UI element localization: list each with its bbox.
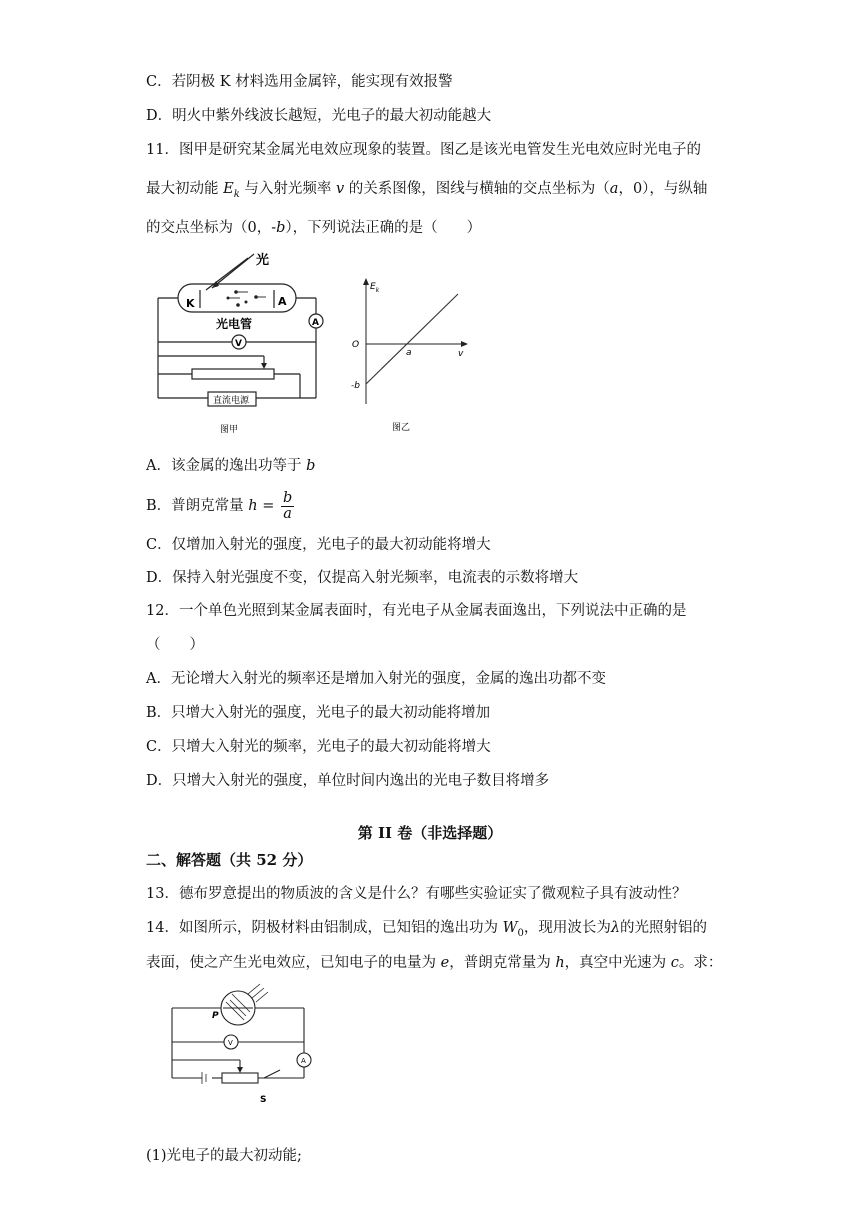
q11-stem-line3: 的交点坐标为（0，-b），下列说法正确的是（ ） <box>146 220 482 236</box>
v-label: V <box>228 1039 233 1047</box>
q12-option-d: D．只增大入射光的强度，单位时间内逸出的光电子数目将增多 <box>146 773 550 789</box>
origin-label: O <box>352 340 360 350</box>
q14-subquestion-1: (1)光电子的最大初动能; <box>146 1148 302 1164</box>
tube-label: 光电管 <box>216 317 253 331</box>
power-label: 直流电源 <box>213 396 250 406</box>
q11-option-b: B．普朗克常量 h = $\frac{b}{a}$ <box>146 489 293 522</box>
q11-stem-line2: 最大初动能 $E_k$ 与入射光频率 v 的关系图像，图线与横轴的交点坐标为（a，0），与纵轴 <box>146 181 708 200</box>
x-axis-label: v <box>458 349 464 359</box>
q11-option-a: A．该金属的逸出功等于 b <box>146 458 316 474</box>
y-intercept-label: -b <box>351 381 360 391</box>
q14-stem-line2: 表面，使之产生光电效应，已知电子的电量为 e，普朗克常量为 h，真空中光速为 c。求： <box>146 955 723 971</box>
q12-option-a: A．无论增大入射光的频率还是增加入射光的强度，金属的逸出功都不变 <box>146 671 606 687</box>
q10-option-c: C．若阴极 K 材料选用金属锌，能实现有效报警 <box>146 74 453 90</box>
figure-yi-caption: 图乙 <box>392 423 411 433</box>
q14-circuit-figure <box>160 978 320 1108</box>
figure-jia-circuit <box>150 250 330 440</box>
ek-v-line <box>366 294 458 384</box>
x-intercept-label: a <box>406 348 412 358</box>
light-label: 光 <box>256 253 270 268</box>
a-label: A <box>301 1057 306 1065</box>
q12-stem-line1: 12．一个单色光照到某金属表面时，有光电子从金属表面逸出，下列说法中正确的是 <box>146 603 687 619</box>
figure-yi-graph <box>340 276 480 438</box>
q12-stem-line2: （ ） <box>146 637 204 653</box>
q14-stem-line1: 14．如图所示，阴极材料由铝制成，已知铝的逸出功为 $W_0$，现用波长为λ的光照射铝的 <box>146 920 708 939</box>
q11-option-c: C．仅增加入射光的强度，光电子的最大初动能将增大 <box>146 537 491 553</box>
q10-option-d: D．明火中紫外线波长越短，光电子的最大初动能越大 <box>146 108 492 124</box>
voltmeter-label: V <box>235 339 242 349</box>
part2-title: 第 II 卷（非选择题） <box>357 824 503 842</box>
anode-a-label: A <box>278 295 287 308</box>
fraction-b-over-a: $\frac{b}{a}$ <box>282 489 293 522</box>
switch-s-label: S <box>260 1095 267 1105</box>
q13-text: 13．德布罗意提出的物质波的含义是什么？有哪些实验证实了微观粒子具有波动性？ <box>146 886 687 902</box>
cathode-k-label: K <box>186 297 195 310</box>
p-label: P <box>212 1011 219 1021</box>
ammeter-label: A <box>312 318 319 328</box>
q12-option-b: B．只增大入射光的强度，光电子的最大初动能将增加 <box>146 705 491 721</box>
figure-jia-caption: 图甲 <box>220 425 239 435</box>
q11-stem-line1: 11．图甲是研究某金属光电效应现象的装置。图乙是该光电管发生光电效应时光电子的 <box>146 142 701 158</box>
q11-option-d: D．保持入射光强度不变，仅提高入射光频率，电流表的示数将增大 <box>146 570 579 586</box>
section-heading: 二、解答题（共 52 分） <box>146 851 313 869</box>
y-axis-label: $E_k$ <box>370 282 380 294</box>
q12-option-c: C．只增大入射光的频率，光电子的最大初动能将增大 <box>146 739 491 755</box>
